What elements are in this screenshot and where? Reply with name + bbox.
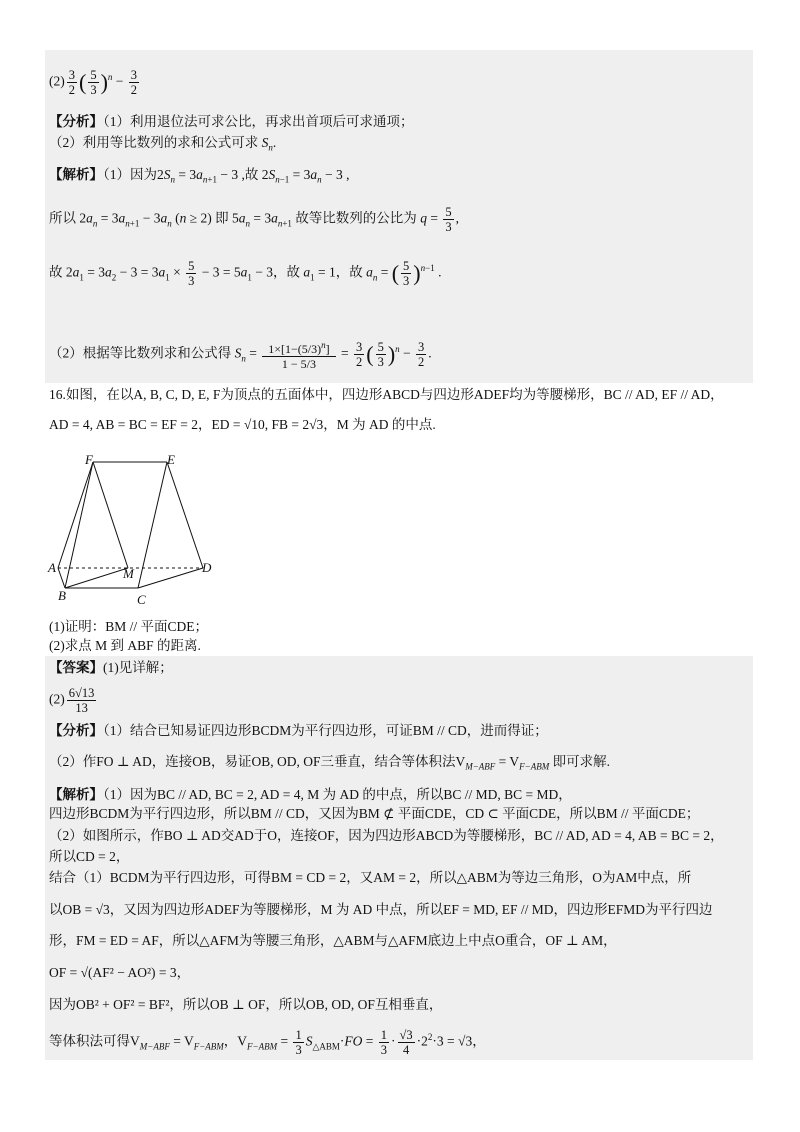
answer15-analysis-2: （2）利用等比数列的求和公式可求 $S_n$. — [49, 135, 277, 153]
answer16-answer-1: 【答案】(1)见详解； — [49, 660, 173, 675]
answer16-solution-1: 【解析】（1）因为BC // AD, BC = 2, AD = 4, M 为 AD 的中点，所以BC // MD, BC = MD， — [49, 787, 572, 802]
figure-label-C: C — [137, 592, 146, 607]
answer16-analysis-1: 【分析】（1）结合已知易证四边形BCDM为平行四边形，可证BM // CD，进而得证； — [49, 723, 548, 738]
answer15-solution-1: 【解析】（1）因为$2S_n = 3a_{n+1} - 3$ ,故 $2S_{n-1} = 3a_n - 3$ , — [49, 167, 350, 185]
answer16-solution-2: 四边形BCDM为平行四边形，所以BM // CD，又因为BM ⊄ 平面CDE，CD ⊂ 平面CDE，所以BM // 平面CDE； — [49, 806, 700, 821]
answer15-solution-4: （2）根据等比数列求和公式得 $S_n$ = $\frac{1\times[1-(5/3)^n]}{1 - 5/3}$ = $\frac{3}{2}$ ( $\frac{5}{3}$ )$^n$ − $\frac{3}{2}$ . — [49, 340, 432, 371]
answer15-solution-3: 故 $2a_1 = 3a_2 - 3 = 3a_1$ × $\frac{5}{3}$ − $3 = 5a_1 - 3$，故 $a_1 = 1$，故 $a_n$ = ( $\frac{5}{3}$ )$^{n-1}$ . — [49, 259, 442, 288]
answer16-analysis-2: （2）作FO ⊥ AD，连接OB，易证OB, OD, OF三垂直，结合等体积法$V_{M-ABF} = V_{F-ABM}$ 即可求解. — [49, 754, 610, 772]
figure-label-E: E — [167, 452, 175, 467]
question16-part2: (2)求点 M 到 ABF 的距离. — [49, 638, 201, 653]
question16-stem-2: AD = 4, AB = BC = EF = 2，ED = √10, FB = 2√3，M 为 AD 的中点. — [49, 417, 436, 432]
figure-label-D: D — [202, 560, 212, 575]
answer16-solution-5: 结合（1）BCDM为平行四边形，可得BM = CD = 2，又AM = 2，所以△ABM为等边三角形，O为AM中点，所 — [49, 870, 692, 885]
answer16-solution-9: 因为OB² + OF² = BF²，所以OB ⊥ OF，所以OB, OD, OF互相垂直， — [49, 997, 443, 1012]
answer15-analysis-1: 【分析】（1）利用退位法可求公比，再求出首项后可求通项； — [49, 114, 414, 129]
question16-stem-1: 16.如图，在以A, B, C, D, E, F为顶点的五面体中，四边形ABCD与四边形ADEF均为等腰梯形，BC // AD, EF // AD， — [49, 387, 724, 402]
figure-label-F: F — [85, 452, 93, 467]
figure-label-B: B — [58, 588, 66, 603]
answer16-answer-2: (2) $\frac{6√13}{13}$ — [49, 686, 95, 715]
figure-label-A: A — [48, 560, 56, 575]
pentahedron-figure — [45, 452, 225, 612]
answer16-solution-8: OF = √(AF² − AO²) = 3， — [49, 965, 191, 980]
answer15-solution-2: 所以 $2a_n = 3a_{n+1} - 3a_n$ (n ≥ 2) 即 $5a_n = 3a_{n+1}$ 故等比数列的公比为 q = $\frac{5}{3}$ , — [49, 205, 459, 234]
answer16-solution-6: 以OB = √3，又因为四边形ADEF为等腰梯形，M 为 AD 中点，所以EF = MD, EF // MD，四边形EFMD为平行四边 — [49, 902, 713, 917]
question16-part1: (1)证明：BM // 平面CDE； — [49, 619, 209, 634]
figure-label-M: M — [123, 566, 134, 581]
answer16-solution-7: 形，FM = ED = AF，所以△AFM为等腰三角形，△ABM与△AFM底边上中点O重合，OF ⊥ AM， — [49, 933, 617, 948]
answer16-solution-3: （2）如图所示，作BO ⊥ AD交AD于O，连接OF，因为四边形ABCD为等腰梯形，BC // AD, AD = 4, AB = BC = 2， — [49, 828, 724, 843]
answer16-solution-4: 所以CD = 2， — [49, 849, 130, 864]
answer16-solution-10: 等体积法可得$V_{M-ABF} = V_{F-ABM}$，$V_{F-ABM}$ = $\frac{1}{3}$ $S_{\triangle ABM}\cdot FO$ = $\frac{1}{3}$ · $\frac{√3}{4}$ $\cdot 2^2\cdot 3 = √3$， — [49, 1028, 486, 1057]
answer15-part2: (2) $\frac{3}{2}$ ( $\frac{5}{3}$ )$^n$ − $\frac{3}{2}$ — [49, 68, 138, 97]
